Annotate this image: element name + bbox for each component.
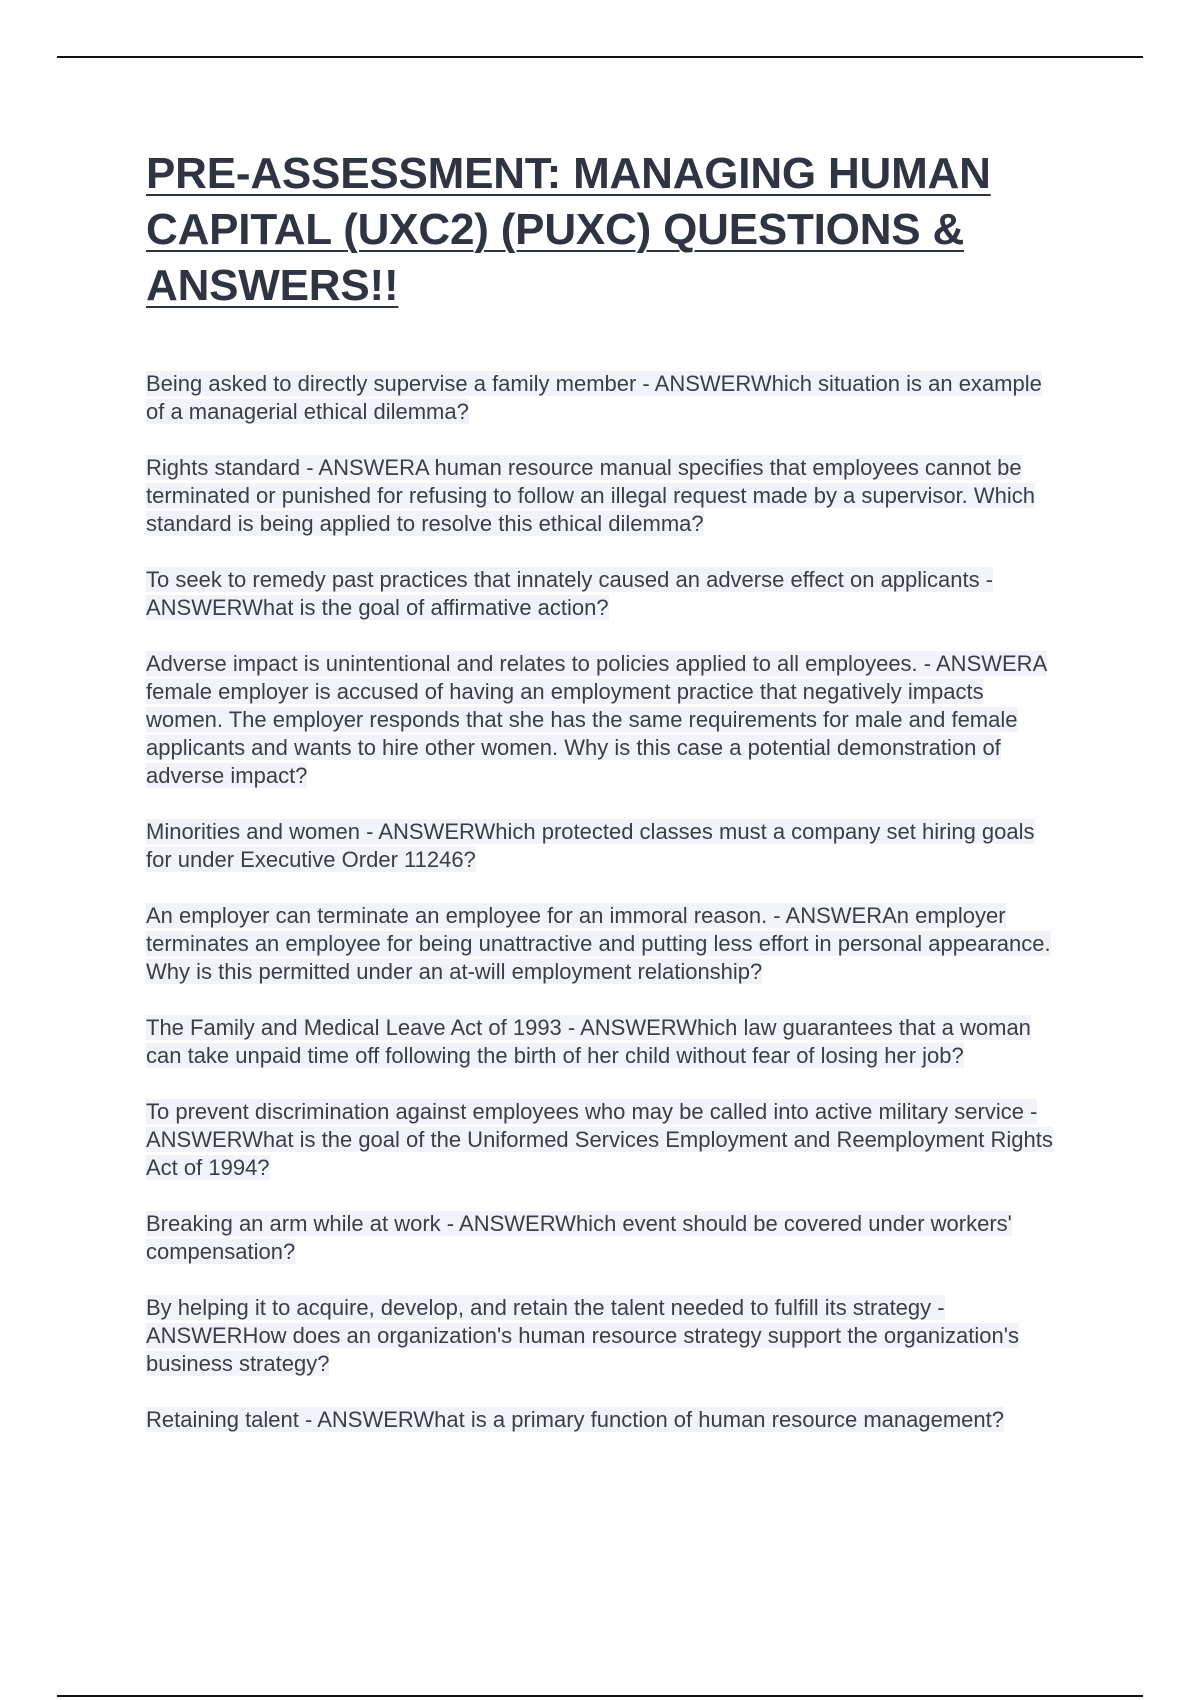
bottom-divider bbox=[57, 1695, 1143, 1697]
qa-entry-text: To seek to remedy past practices that innately caused an adverse effect on applicants - ANSWERWhat is the goal of affirmative action? bbox=[146, 567, 994, 620]
qa-list bbox=[146, 370, 1066, 1434]
qa-entry bbox=[146, 1406, 1066, 1434]
qa-entry-text: Rights standard - ANSWERA human resource manual specifies that employees cannot be terminated or punished for refusing to follow an illegal request made by a supervisor. Which standard is being applied to resolve this ethical dilemma? bbox=[146, 455, 1036, 536]
qa-entry bbox=[146, 650, 1066, 790]
qa-entry-text: Being asked to directly supervise a family member - ANSWERWhich situation is an example of a managerial ethical dilemma? bbox=[146, 371, 1042, 424]
qa-entry bbox=[146, 818, 1066, 874]
qa-entry-text: The Family and Medical Leave Act of 1993 - ANSWERWhich law guarantees that a woman can take unpaid time off following the birth of her child without fear of losing her job? bbox=[146, 1015, 1031, 1068]
qa-entry-text: Breaking an arm while at work - ANSWERWhich event should be covered under workers' compensation? bbox=[146, 1211, 1012, 1264]
qa-entry bbox=[146, 370, 1066, 426]
qa-entry-text: Adverse impact is unintentional and relates to policies applied to all employees. - ANSWERA female employer is accused of having an employment practice that negatively impacts women. The employer responds that she has the same requirements for male and female applicants and wants to hire other women. Why is this case a potential demonstration of adverse impact? bbox=[146, 651, 1048, 788]
qa-entry-text: Retaining talent - ANSWERWhat is a primary function of human resource management? bbox=[146, 1407, 1004, 1432]
qa-entry bbox=[146, 566, 1066, 622]
qa-entry-text: By helping it to acquire, develop, and retain the talent needed to fulfill its strategy - ANSWERHow does an organization's human resource strategy support the organization's business strategy? bbox=[146, 1295, 1019, 1376]
qa-entry bbox=[146, 902, 1066, 986]
document-title: PRE-ASSESSMENT: MANAGING HUMAN CAPITAL (UXC2) (PUXC) QUESTIONS & ANSWERS!! bbox=[146, 149, 991, 310]
top-divider bbox=[57, 56, 1143, 58]
qa-entry bbox=[146, 1210, 1066, 1266]
qa-entry-text: An employer can terminate an employee for an immoral reason. - ANSWERAn employer terminates an employee for being unattractive and putting less effort in personal appearance. Why is this permitted under an at-will employment relationship? bbox=[146, 903, 1051, 984]
qa-entry bbox=[146, 1294, 1066, 1378]
document-body bbox=[146, 146, 1066, 1462]
qa-entry bbox=[146, 454, 1066, 538]
qa-entry bbox=[146, 1098, 1066, 1182]
qa-entry bbox=[146, 1014, 1066, 1070]
qa-entry-text: Minorities and women - ANSWERWhich protected classes must a company set hiring goals for under Executive Order 11246? bbox=[146, 819, 1035, 872]
qa-entry-text: To prevent discrimination against employees who may be called into active military service - ANSWERWhat is the goal of the Uniformed Services Employment and Reemployment Rights Act of 1994? bbox=[146, 1099, 1053, 1180]
